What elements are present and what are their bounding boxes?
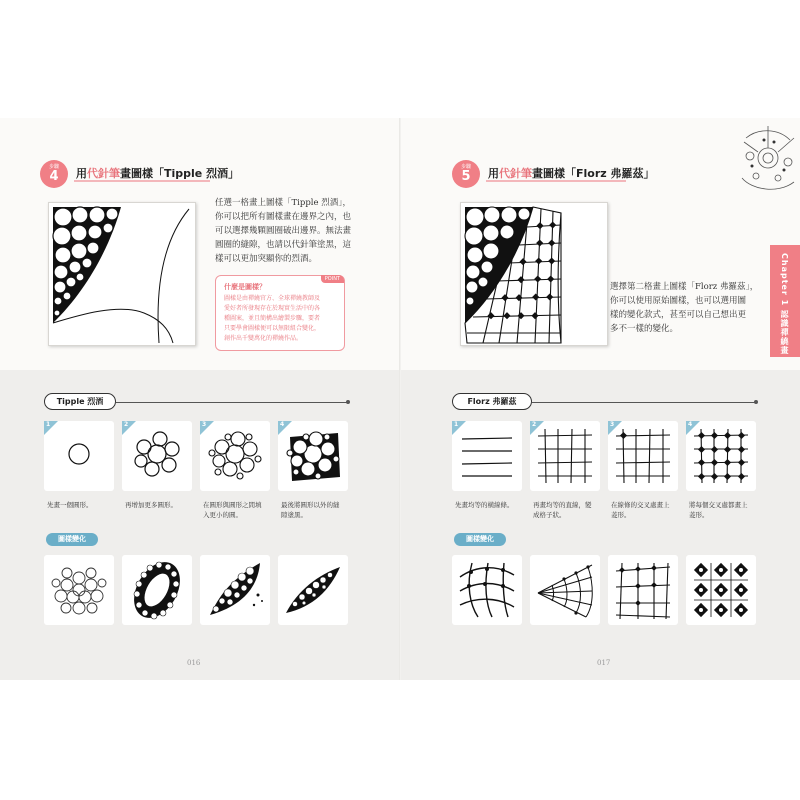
tipple-variation-4-drawing xyxy=(278,555,348,625)
florz-variation-1 xyxy=(452,555,522,625)
book-gutter xyxy=(399,118,401,680)
tipple-variation-3-drawing xyxy=(200,555,270,625)
florz-step-2-caption: 再畫均等的直線，變 成格子狀。 xyxy=(533,501,592,519)
title-underline xyxy=(486,180,626,182)
step-badge-label: 步驟 xyxy=(460,164,471,170)
florz-variation-4-drawing xyxy=(686,555,756,625)
left-page-number: 016 xyxy=(187,659,201,667)
step-4-title: 用代針筆畫圖樣「Tipple 烈酒」 xyxy=(76,167,240,180)
tipple-variation-label: 圖樣變化 xyxy=(46,533,98,546)
florz-section-title: Florz 弗羅茲 xyxy=(452,393,532,410)
title-underline xyxy=(74,180,210,182)
tipple-step-3-caption: 在圓形與圓形之間填 入更小的圓。 xyxy=(203,501,262,519)
section-rule-dot xyxy=(346,400,350,404)
tipple-step-1-caption: 先畫一個圓形。 xyxy=(47,501,93,509)
tipple-step-2-caption: 再增加更多圓形。 xyxy=(125,501,177,509)
step-badge-label: 步驟 xyxy=(48,164,59,170)
step-badge-number: 4 xyxy=(49,169,59,184)
tipple-step-1-card: 1 xyxy=(44,421,114,491)
florz-step-3-card: 3 xyxy=(608,421,678,491)
tipple-variation-1 xyxy=(44,555,114,625)
tipple-tile-drawing xyxy=(49,203,195,345)
point-title: 什麼是圖樣？ xyxy=(224,283,266,291)
right-page-number: 017 xyxy=(597,659,611,667)
tipple-step-2-card: 2 xyxy=(122,421,192,491)
step-badge-number: 5 xyxy=(461,169,471,184)
tipple-variation-4 xyxy=(278,555,348,625)
chapter-tab: Chapter 1 認識禪繞畫 xyxy=(770,245,800,357)
section-rule-dot xyxy=(754,400,758,404)
point-tag: POINT xyxy=(321,275,344,283)
tipple-step-4-card: 4 xyxy=(278,421,348,491)
step-5-badge xyxy=(452,160,480,188)
florz-step-1-card: 1 xyxy=(452,421,522,491)
section-rule xyxy=(116,402,348,403)
florz-variation-4 xyxy=(686,555,756,625)
florz-tile-drawing xyxy=(461,203,607,345)
tipple-tile-photo xyxy=(48,202,196,346)
right-body-text: 選擇第二格畫上圖樣「Florz 弗羅茲」， 你可以使用原始圖樣，也可以選用圖 樣的變化款式，甚至可以自己想出更 多不一樣的變化。 xyxy=(610,282,759,334)
florz-tile-photo xyxy=(460,202,608,346)
florz-step-2-card: 2 xyxy=(530,421,600,491)
tipple-variation-1-drawing xyxy=(44,555,114,625)
step-4-badge xyxy=(40,160,68,188)
point-callout xyxy=(215,275,345,351)
tipple-variation-3 xyxy=(200,555,270,625)
corner-decoration-illustration xyxy=(728,118,800,198)
tipple-variation-2-drawing xyxy=(122,555,192,625)
section-rule xyxy=(532,402,756,403)
tipple-section-title: Tipple 烈酒 xyxy=(44,393,116,410)
step-5-title: 用代針筆畫圖樣「Florz 弗羅茲」 xyxy=(488,167,655,180)
left-body-text: 任選一格畫上圖樣「Tipple 烈酒」， 你可以把所有圖樣畫在邊界之內，也 可以選擇幾顆圓圈破出邊界。無法畫 圓圈的縫隙，也請以代針筆塗黑，這 樣可以更加突顯你的烈酒。 xyxy=(215,198,352,264)
florz-step-4-card: 4 xyxy=(686,421,756,491)
florz-variation-1-drawing xyxy=(452,555,522,625)
florz-step-4-caption: 將每個交叉處都畫上 菱形。 xyxy=(689,501,748,519)
florz-variation-2-drawing xyxy=(530,555,600,625)
tipple-step-4-caption: 最後將圓形以外的縫 隙塗黑。 xyxy=(281,501,340,519)
florz-step-3-caption: 在線條的交叉處畫上 菱形。 xyxy=(611,501,670,519)
florz-step-1-caption: 先畫均等的橫線條。 xyxy=(455,501,514,509)
tipple-variation-2 xyxy=(122,555,192,625)
tipple-step-3-card: 3 xyxy=(200,421,270,491)
florz-variation-3-drawing xyxy=(608,555,678,625)
point-text: 圖樣是由禪繞官方、全球禪繞教師及 愛好者所發現存在於現實生活中的各 種圖案，並且簡構出繪製步驟，要者 只要學會圖樣便可以無限組合變化， 創作出千變萬化的禪繞作品。 xyxy=(224,295,321,342)
florz-variation-label: 圖樣變化 xyxy=(454,533,506,546)
florz-variation-3 xyxy=(608,555,678,625)
florz-variation-2 xyxy=(530,555,600,625)
